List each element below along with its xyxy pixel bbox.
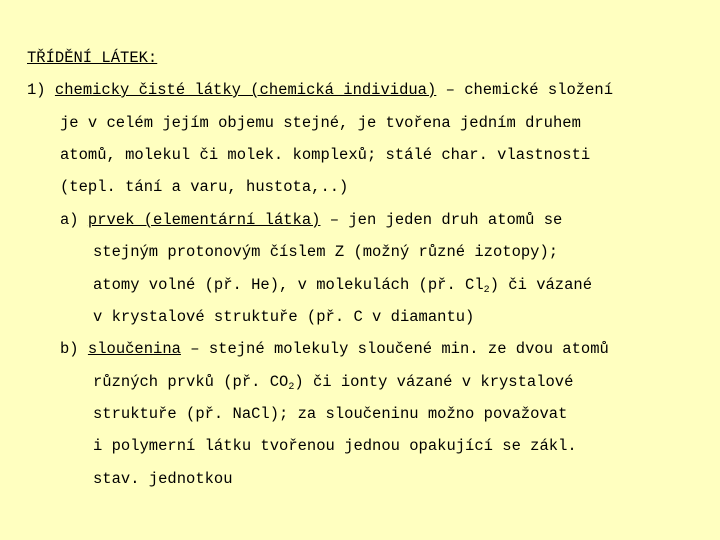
item1-line3: atomů, molekul či molek. komplexů; stálé char. vlastnosti: [60, 146, 591, 164]
item-b-line1-rest: – stejné molekuly sloučené min. ze dvou atomů: [180, 340, 609, 358]
item-a-line3-b: ) či vázané: [489, 276, 593, 294]
item-b-line5: stav. jednotkou: [93, 470, 233, 488]
item1-line4: (tepl. tání a varu, hustota,..): [60, 178, 349, 196]
item-b-label: b): [60, 340, 79, 358]
item-b-line3: struktuře (př. NaCl); za sloučeninu možno považovat: [93, 405, 568, 423]
item-a-term: prvek (elementární látka): [87, 211, 321, 229]
item1-line1: [27, 80, 613, 100]
item-a-line3-a: atomy volné (př. He), v molekulách (př. Cl: [93, 276, 484, 294]
item-a-line1: [60, 210, 562, 230]
item-a-line2: stejným protonovým číslem Z (možný různé izotopy);: [93, 243, 559, 261]
item-a-line4: v krystalové struktuře (př. C v diamantu): [93, 308, 475, 326]
item-b-line2-b: ) či ionty vázané v krystalové: [294, 373, 574, 391]
item-a-line1-rest: – jen jeden druh atomů se: [320, 211, 563, 229]
item-b-line2: [93, 372, 573, 392]
item-b-line2-a: různých prvků (př. CO: [93, 373, 289, 391]
item1-line2: je v celém jejím objemu stejné, je tvořena jedním druhem: [60, 114, 581, 132]
item-a-line3: [93, 275, 592, 295]
item-b-line4: i polymerní látku tvořenou jednou opakující se zákl.: [93, 437, 577, 455]
item-b-line1: [60, 339, 609, 359]
item-b-line2-sub: 2: [288, 382, 295, 393]
item1-number: 1): [27, 81, 46, 99]
item1-def-line1: – chemické složení: [436, 81, 614, 99]
item-a-label: a): [60, 211, 79, 229]
item-b-term: sloučenina: [87, 340, 181, 358]
item-a-line3-sub: 2: [483, 285, 490, 296]
item1-term: chemicky čisté látky (chemická individua): [54, 81, 437, 99]
page-heading: TŘÍDĚNÍ LÁTEK:: [27, 49, 158, 67]
